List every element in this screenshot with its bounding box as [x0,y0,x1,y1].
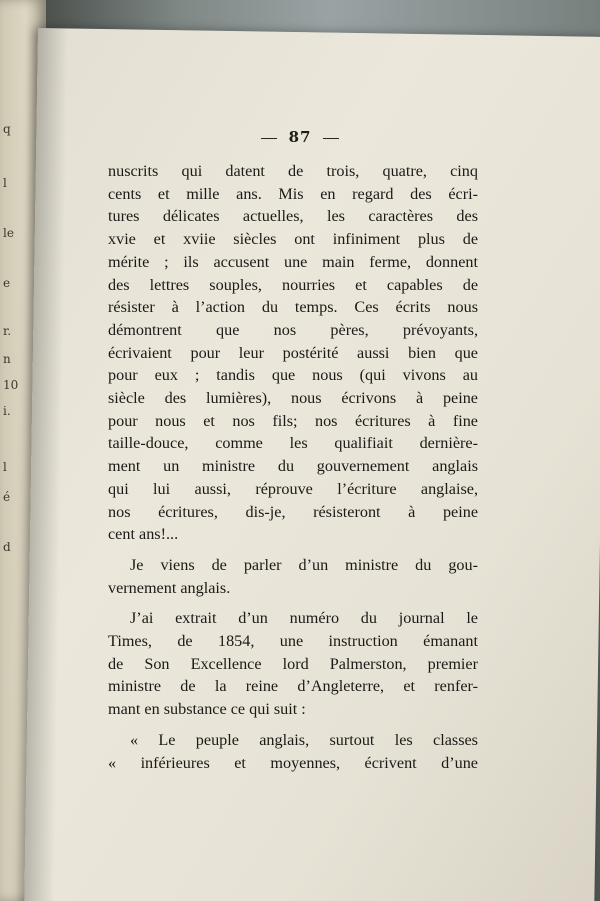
text-line: taille-douce, comme les qualifiait dernière- [108,434,478,453]
left-page-fragment: d [3,540,11,554]
text-line: xvie et xviie siècles ont infiniment plus de [108,230,478,249]
page-body-text [108,160,478,774]
text-line: Je viens de parler d’un ministre du gou- [130,555,478,574]
page-number-dash [323,138,339,139]
left-page-fragment: l [3,460,7,474]
text-line: mant en substance ce qui suit : [108,700,306,719]
left-page-fragment: é [3,490,11,504]
text-line: nos écritures, dis-je, résisteront à peine [108,502,478,521]
text-line: écrivaient pour leur postérité aussi bien que [108,343,478,362]
text-line: démontrent que nos pères, prévoyants, [108,320,478,339]
text-line: des lettres souples, nourries et capables de [108,275,478,294]
text-line: cents et mille ans. Mis en regard des écri- [108,184,478,203]
text-line: nuscrits qui datent de trois, quatre, cinq [108,162,478,180]
text-line: siècle des lumières), nous écrivons à peine [108,389,478,408]
text-line: vernement anglais. [108,578,231,597]
text-line: tures délicates actuelles, les caractères des [108,207,478,226]
page-number [230,128,370,146]
text-line: pour eux ; tandis que nous (qui vivons au [108,366,478,385]
page-number-value: 87 [288,128,312,146]
text-line: Times, de 1854, une instruction émanant [108,632,478,651]
text-line: ministre de la reine d’Angleterre, et renfer- [108,677,478,696]
page-number-dash [261,138,277,139]
left-page-fragment: l [3,176,7,190]
text-line: « Le peuple anglais, surtout les classes [130,730,478,749]
left-page-fragment: 10 [3,378,19,392]
left-page-fragment: le [3,226,14,240]
text-line: mérite ; ils accusent une main ferme, donnent [108,252,478,271]
left-page-fragment: e [3,276,11,290]
text-line: pour nous et nos fils; nos écritures à fine [108,411,478,430]
left-page-fragment: n [3,352,11,366]
left-page-fragment: q [3,122,11,136]
left-page-fragment: r. [3,324,12,338]
text-line: « inférieures et moyennes, écrivent d’une [108,753,478,772]
text-line: J’ai extrait d’un numéro du journal le [130,609,478,628]
paragraph-gap [108,721,478,729]
text-line: qui lui aussi, réprouve l’écriture anglaise, [108,479,478,498]
text-line: cent ans!... [108,525,179,544]
left-page-fragment: i. [3,404,11,418]
text-line: ment un ministre du gouvernement anglais [108,457,478,476]
paragraph-gap [108,546,478,554]
text-line: de Son Excellence lord Palmerston, premier [108,654,478,673]
text-line: résister à l’action du temps. Ces écrits nous [108,298,478,317]
paragraph-gap [108,599,478,607]
